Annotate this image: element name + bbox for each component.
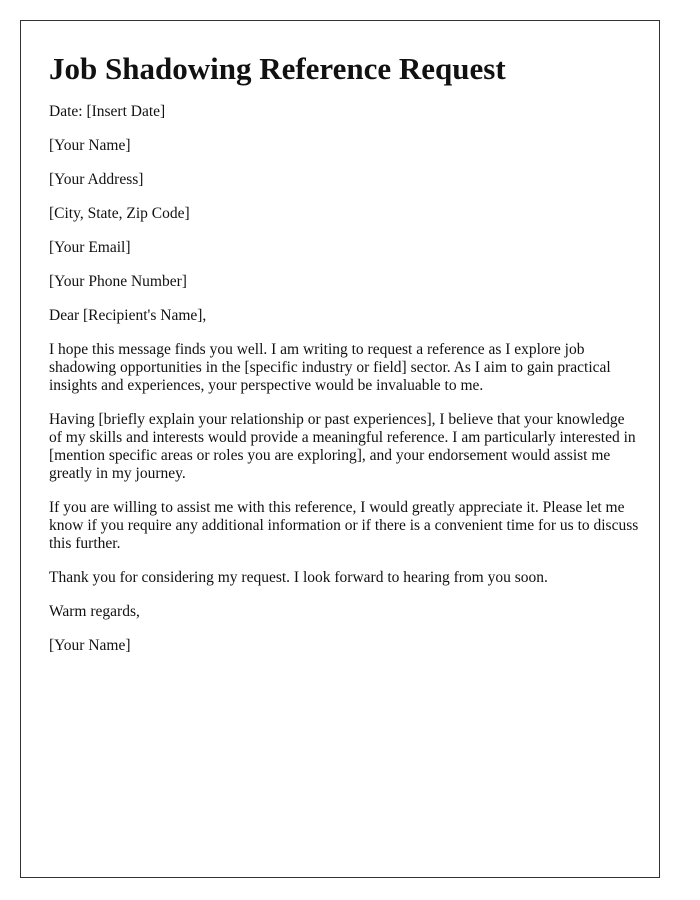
sender-email: [Your Email] — [49, 239, 131, 256]
signature: [Your Name] — [49, 637, 131, 654]
closing: Warm regards, — [49, 603, 140, 620]
letter-page — [20, 20, 660, 878]
sender-name: [Your Name] — [49, 137, 131, 154]
salutation: Dear [Recipient's Name], — [49, 307, 207, 324]
sender-city-state-zip: [City, State, Zip Code] — [49, 205, 190, 222]
body-paragraph-2: Having [briefly explain your relationship or past experiences], I believe that your knowledge of my skills and interests would provide a meaningful reference. I am particularly interested in [mention specific areas or roles you are exploring], and your endorsement would assist me greatly in my journey. — [49, 411, 636, 482]
sender-address: [Your Address] — [49, 171, 144, 188]
body-paragraph-1: I hope this message finds you well. I am writing to request a reference as I explore job shadowing opportunities in the [specific industry or field] sector. As I aim to gain practical insights and experiences, your perspective would be invaluable to me. — [49, 341, 611, 394]
body-paragraph-3: If you are willing to assist me with this reference, I would greatly appreciate it. Please let me know if you require any additional information or if there is a convenient time for us to discuss this further. — [49, 499, 639, 552]
date-line: Date: [Insert Date] — [49, 103, 166, 120]
letter-title: Job Shadowing Reference Request — [49, 51, 506, 86]
letter-content — [49, 49, 639, 671]
sender-phone: [Your Phone Number] — [49, 273, 187, 290]
body-paragraph-4: Thank you for considering my request. I look forward to hearing from you soon. — [49, 569, 548, 586]
